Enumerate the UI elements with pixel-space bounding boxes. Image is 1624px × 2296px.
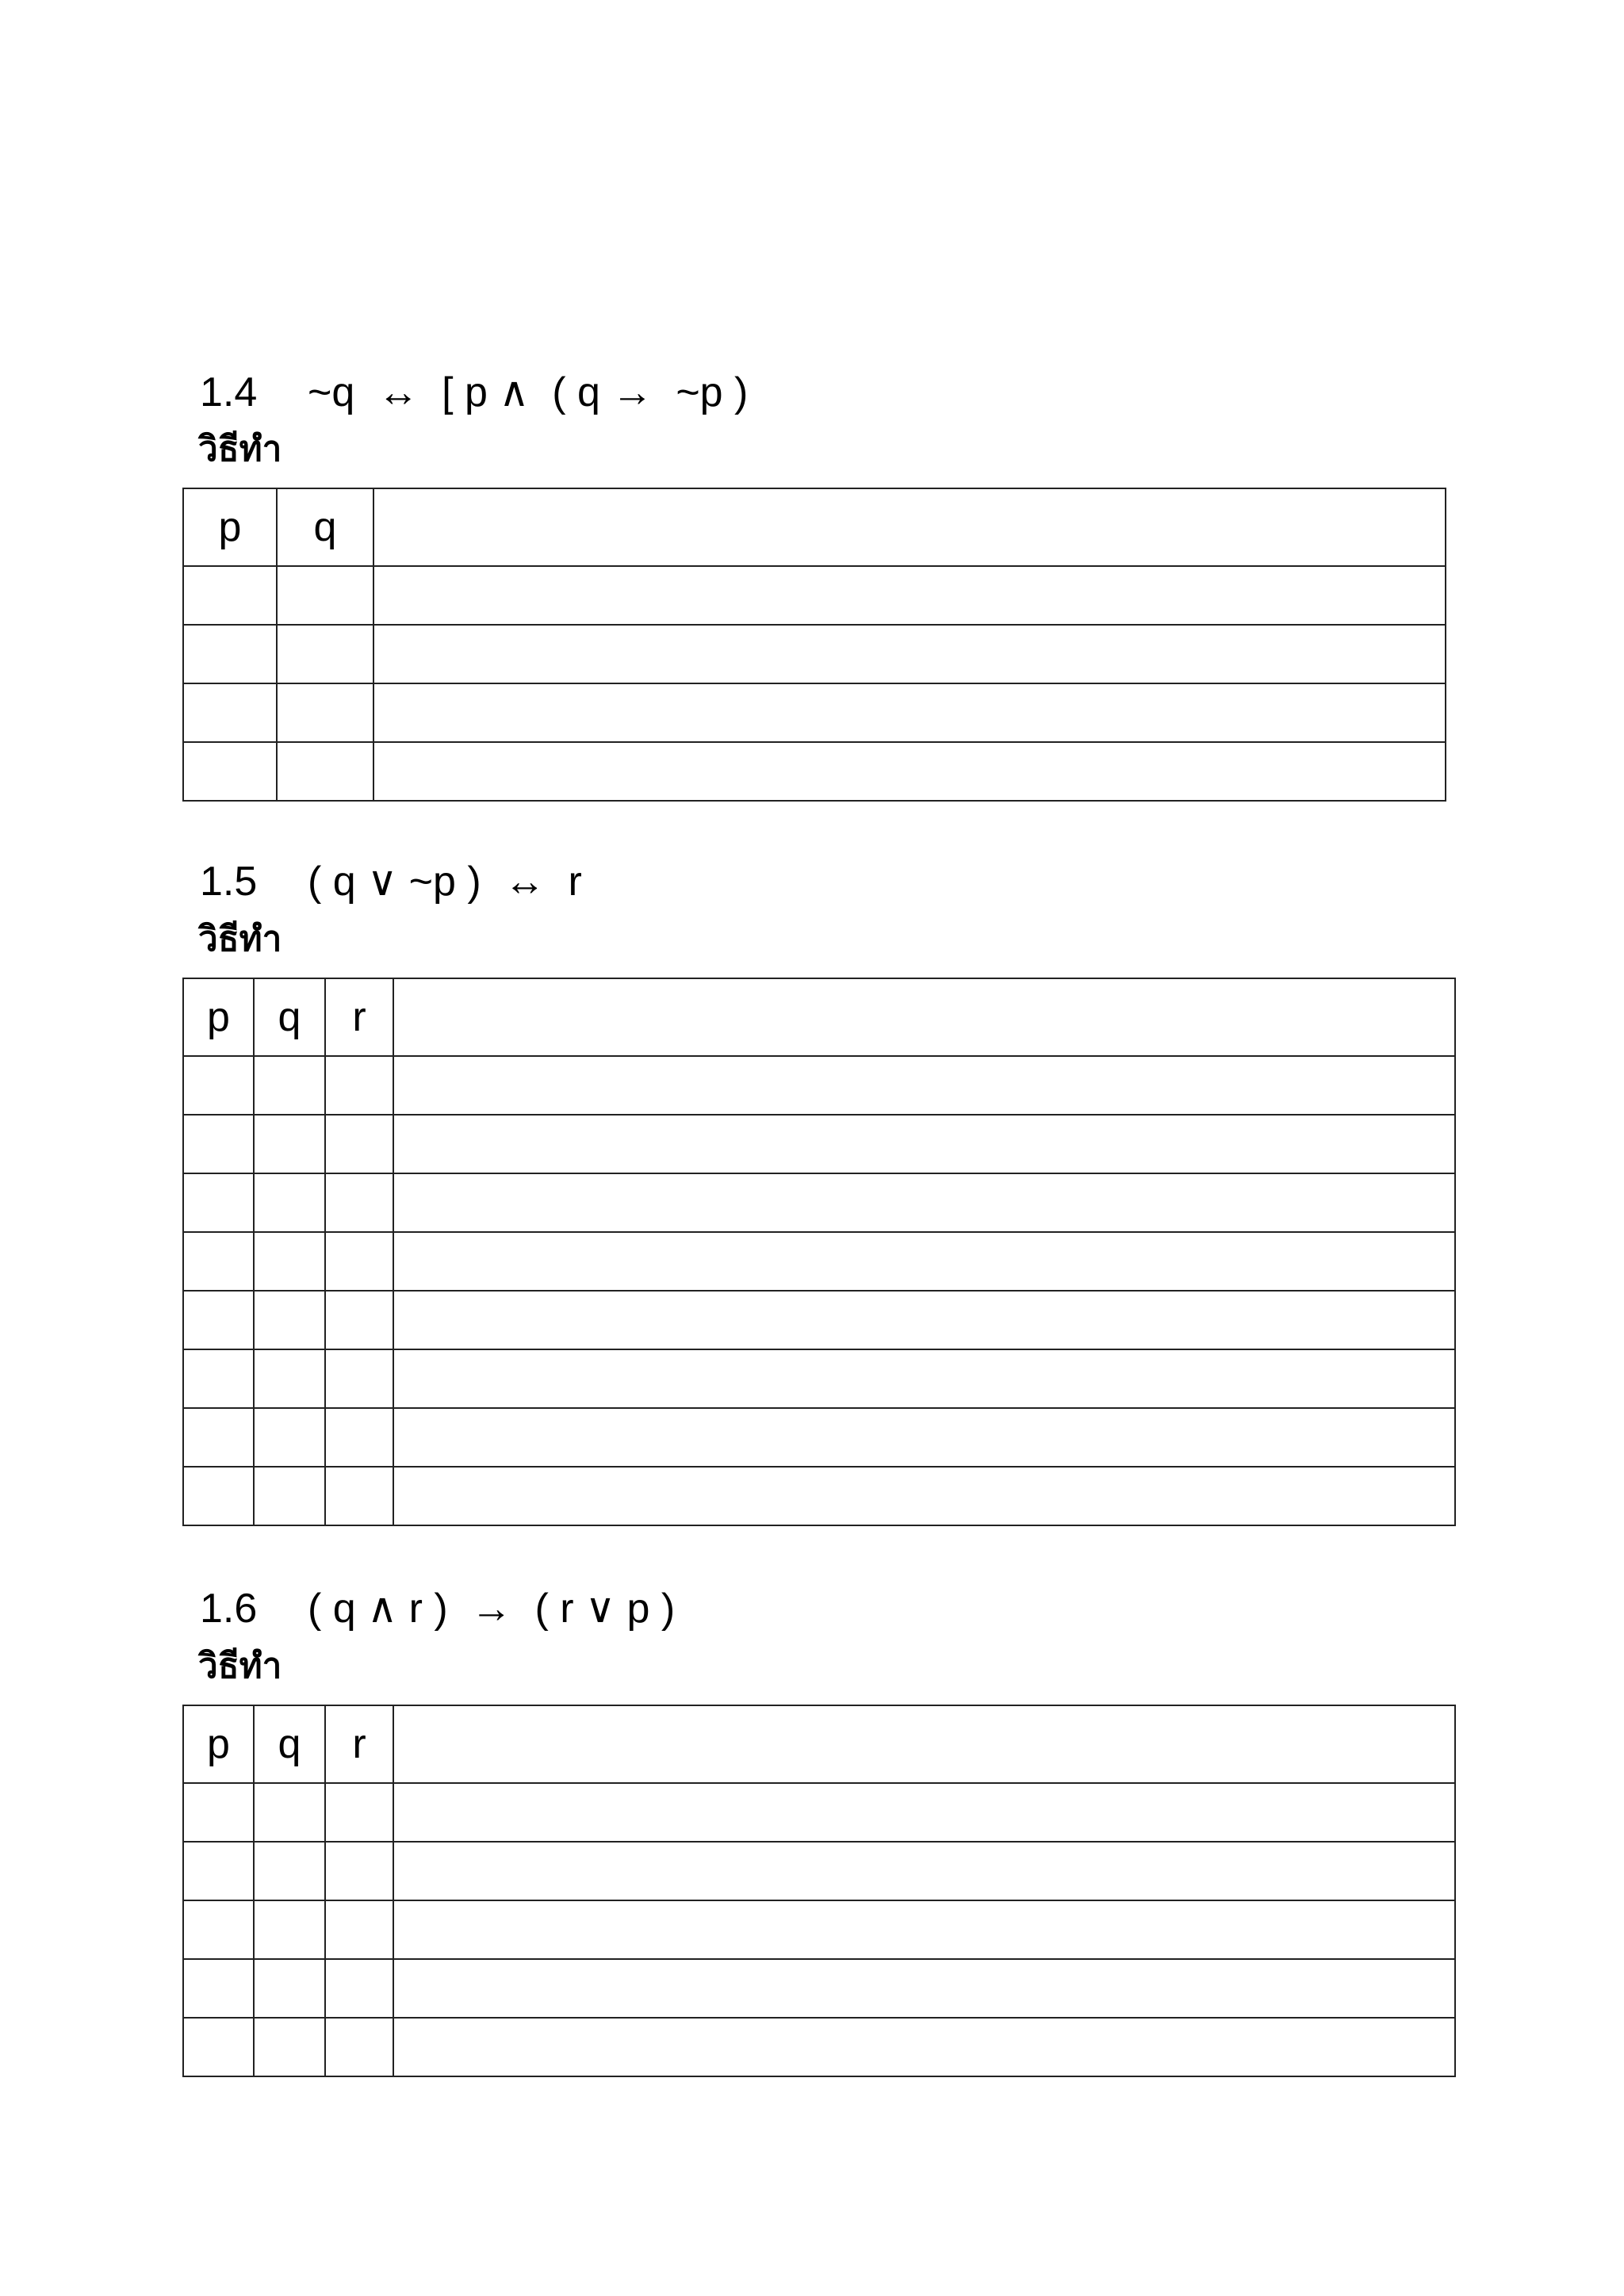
table-cell[interactable] <box>254 1349 325 1408</box>
truth-table <box>182 978 1456 1526</box>
table-header-cell: q <box>254 978 325 1056</box>
table-row <box>183 625 1446 683</box>
table-cell[interactable] <box>254 1467 325 1525</box>
table-cell[interactable] <box>277 566 373 625</box>
problem-heading <box>200 858 582 905</box>
table-header-cell: q <box>277 488 373 566</box>
table-cell[interactable] <box>373 625 1446 683</box>
table-cell[interactable] <box>277 742 373 801</box>
table-cell[interactable] <box>325 1291 393 1349</box>
table-cell[interactable] <box>183 1467 254 1525</box>
table-cell[interactable] <box>254 2018 325 2076</box>
table-cell[interactable] <box>393 1900 1455 1959</box>
table-cell[interactable] <box>277 625 373 683</box>
table-cell[interactable] <box>183 1842 254 1900</box>
table-header-cell: p <box>183 488 277 566</box>
table-cell[interactable] <box>254 1842 325 1900</box>
table-cell[interactable] <box>277 683 373 742</box>
table-row <box>183 1115 1455 1173</box>
table-cell[interactable] <box>254 1959 325 2018</box>
table-cell[interactable] <box>183 1291 254 1349</box>
problem-number: 1.6 <box>200 1586 258 1632</box>
problem-formula: ~q ↔ [ p ∧ ( q → ~p ) <box>308 369 749 415</box>
method-label: วิธีทำ <box>198 429 282 469</box>
table-row <box>183 683 1446 742</box>
table-cell[interactable] <box>325 1467 393 1525</box>
table-row <box>183 1467 1455 1525</box>
table-cell[interactable] <box>373 742 1446 801</box>
problem-formula: ( q ∧ r ) → ( r ∨ p ) <box>308 1586 676 1632</box>
table-cell[interactable] <box>393 1349 1455 1408</box>
table-cell[interactable] <box>325 2018 393 2076</box>
table-cell[interactable] <box>325 1900 393 1959</box>
table-cell[interactable] <box>254 1900 325 1959</box>
truth-table <box>182 1705 1456 2077</box>
table-row <box>183 566 1446 625</box>
table-cell[interactable] <box>183 2018 254 2076</box>
table-cell[interactable] <box>183 1900 254 1959</box>
truth-table <box>182 488 1446 802</box>
table-cell[interactable] <box>183 1056 254 1115</box>
table-cell[interactable] <box>183 1232 254 1291</box>
table-row <box>183 1291 1455 1349</box>
table-cell[interactable] <box>183 1783 254 1842</box>
table-header-row <box>183 1705 1455 1783</box>
table-row <box>183 1173 1455 1232</box>
problem-number: 1.5 <box>200 859 258 905</box>
table-cell[interactable] <box>325 1056 393 1115</box>
table-cell[interactable] <box>373 683 1446 742</box>
table-header-row <box>183 488 1446 566</box>
table-cell[interactable] <box>325 1115 393 1173</box>
table-cell[interactable] <box>254 1056 325 1115</box>
table-cell[interactable] <box>183 742 277 801</box>
table-cell[interactable] <box>254 1115 325 1173</box>
table-row <box>183 1900 1455 1959</box>
table-cell[interactable] <box>254 1408 325 1467</box>
table-cell[interactable] <box>393 1291 1455 1349</box>
method-label: วิธีทำ <box>198 919 282 959</box>
table-cell[interactable] <box>325 1959 393 2018</box>
table-cell[interactable] <box>325 1349 393 1408</box>
table-header-cell: r <box>325 1705 393 1783</box>
table-header-cell: q <box>254 1705 325 1783</box>
table-header-cell: p <box>183 1705 254 1783</box>
table-header-cell <box>373 488 1446 566</box>
table-cell[interactable] <box>254 1291 325 1349</box>
table-row <box>183 1408 1455 1467</box>
table-cell[interactable] <box>325 1232 393 1291</box>
table-cell[interactable] <box>325 1783 393 1842</box>
table-cell[interactable] <box>325 1173 393 1232</box>
table-cell[interactable] <box>393 1056 1455 1115</box>
table-cell[interactable] <box>373 566 1446 625</box>
table-row <box>183 1842 1455 1900</box>
table-cell[interactable] <box>393 2018 1455 2076</box>
table-cell[interactable] <box>393 1408 1455 1467</box>
table-row <box>183 1232 1455 1291</box>
table-row <box>183 742 1446 801</box>
table-cell[interactable] <box>393 1467 1455 1525</box>
table-row <box>183 1783 1455 1842</box>
table-cell[interactable] <box>183 1408 254 1467</box>
table-cell[interactable] <box>183 1959 254 2018</box>
table-row <box>183 2018 1455 2076</box>
table-header-cell <box>393 978 1455 1056</box>
table-cell[interactable] <box>183 566 277 625</box>
table-row <box>183 1349 1455 1408</box>
table-row <box>183 1056 1455 1115</box>
table-cell[interactable] <box>254 1173 325 1232</box>
table-cell[interactable] <box>325 1842 393 1900</box>
table-cell[interactable] <box>393 1173 1455 1232</box>
table-cell[interactable] <box>183 625 277 683</box>
table-header-row <box>183 978 1455 1056</box>
table-cell[interactable] <box>325 1408 393 1467</box>
table-cell[interactable] <box>393 1842 1455 1900</box>
table-cell[interactable] <box>393 1115 1455 1173</box>
table-cell[interactable] <box>183 683 277 742</box>
problem-heading <box>200 369 748 416</box>
table-header-cell <box>393 1705 1455 1783</box>
table-row <box>183 1959 1455 2018</box>
table-header-cell: r <box>325 978 393 1056</box>
table-cell[interactable] <box>393 1783 1455 1842</box>
table-cell[interactable] <box>393 1232 1455 1291</box>
method-label: วิธีทำ <box>198 1646 282 1686</box>
table-cell[interactable] <box>183 1173 254 1232</box>
table-cell[interactable] <box>254 1783 325 1842</box>
table-header-cell: p <box>183 978 254 1056</box>
problem-formula: ( q ∨ ~p ) ↔ r <box>308 859 582 905</box>
table-cell[interactable] <box>393 1959 1455 2018</box>
table-cell[interactable] <box>183 1115 254 1173</box>
table-cell[interactable] <box>183 1349 254 1408</box>
table-cell[interactable] <box>254 1232 325 1291</box>
problem-number: 1.4 <box>200 369 258 415</box>
problem-heading <box>200 1585 675 1632</box>
